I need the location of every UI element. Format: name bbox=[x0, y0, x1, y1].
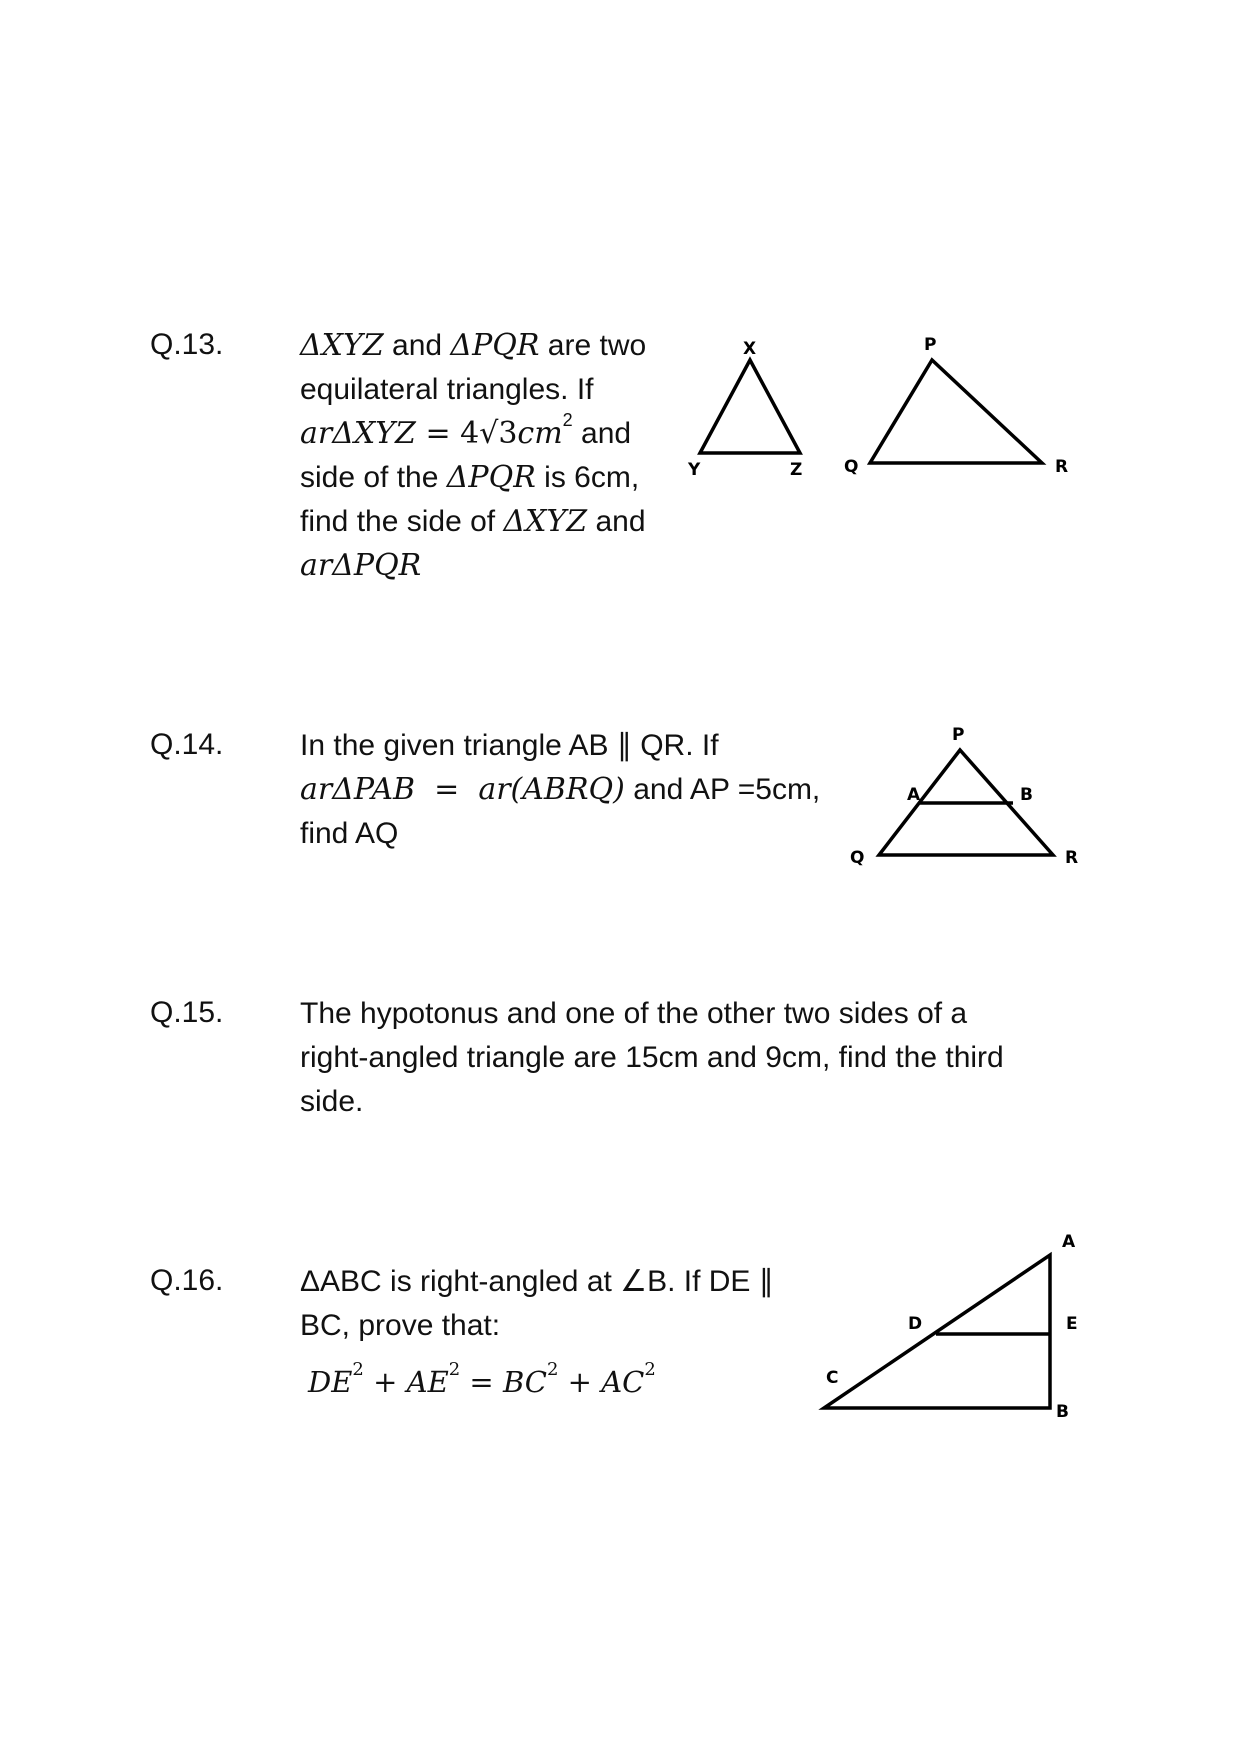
label-a-q14: A bbox=[907, 785, 921, 805]
q14-line-1: In the given triangle AB ∥ QR. If bbox=[300, 729, 719, 762]
q13-line-1-rest: are two bbox=[539, 329, 647, 362]
q13-line-5-a: find the side of bbox=[300, 505, 504, 538]
q13-line-1 bbox=[300, 324, 646, 368]
triangle-xyz: ΔXYZ bbox=[300, 328, 384, 363]
label-p: P bbox=[924, 335, 937, 355]
area-value: = 4√3 bbox=[415, 416, 518, 451]
q14-line-2 bbox=[300, 768, 820, 812]
q14-figure bbox=[840, 720, 1100, 870]
q13-line-3 bbox=[300, 412, 646, 456]
label-b-q14: B bbox=[1020, 785, 1033, 805]
q14-line-2-rest: and AP =5cm, bbox=[624, 773, 821, 806]
label-q: Q bbox=[844, 457, 859, 477]
label-d-q16: D bbox=[908, 1314, 923, 1334]
q14-line-3: find AQ bbox=[300, 817, 399, 850]
triangle-pqr: ΔPQR bbox=[450, 328, 540, 363]
label-z: Z bbox=[790, 460, 803, 480]
eq-de: DE bbox=[308, 1365, 353, 1399]
question-13-text bbox=[300, 324, 646, 588]
q13-line-2: equilateral triangles. If bbox=[300, 373, 594, 406]
q13-line-5-b: and bbox=[587, 505, 646, 538]
eq-equals: = bbox=[460, 1365, 503, 1399]
q16-equation bbox=[300, 1360, 774, 1404]
eq-de-exp: 2 bbox=[352, 1359, 364, 1381]
question-15-text bbox=[300, 992, 1004, 1124]
label-c-q16: C bbox=[826, 1368, 839, 1388]
label-x: X bbox=[743, 339, 757, 359]
q13-line-4-a: side of the bbox=[300, 461, 447, 494]
q16-line-2: BC, prove that: bbox=[300, 1309, 501, 1342]
triangle-xyz-shape bbox=[700, 360, 800, 453]
q15-line-2: right-angled triangle are 15cm and 9cm, find the third bbox=[300, 1041, 1004, 1074]
q13-line-3-and: and bbox=[572, 417, 632, 450]
q13-line-4 bbox=[300, 456, 646, 500]
q16-line-1: ΔABC is right-angled at ∠B. If DE ∥ bbox=[300, 1265, 774, 1298]
triangle-pqr-ref: ΔPQR bbox=[446, 460, 536, 495]
triangle-pqr-shape bbox=[870, 360, 1042, 463]
label-r: R bbox=[1055, 457, 1069, 477]
area-unit: cm bbox=[517, 416, 563, 451]
q14-equals: = bbox=[415, 772, 479, 807]
triangle-abc-shape bbox=[824, 1255, 1050, 1408]
eq-ac-exp: 2 bbox=[644, 1359, 656, 1381]
question-15-number: Q.15. bbox=[150, 996, 224, 1029]
q15-line-1: The hypotonus and one of the other two sides of a bbox=[300, 997, 968, 1030]
label-a-q16: A bbox=[1062, 1232, 1076, 1252]
eq-bc-exp: 2 bbox=[547, 1359, 559, 1381]
area-xyz: arΔXYZ bbox=[300, 416, 416, 451]
q13-line-5 bbox=[300, 500, 646, 544]
label-q-q14: Q bbox=[850, 848, 865, 868]
q16-figure bbox=[810, 1225, 1100, 1425]
triangle-xyz-ref: ΔXYZ bbox=[503, 504, 588, 539]
area-pab: arΔPAB bbox=[300, 772, 416, 807]
q13-and: and bbox=[383, 329, 451, 362]
label-y: Y bbox=[688, 460, 701, 480]
eq-bc: BC bbox=[502, 1365, 547, 1399]
eq-plus-2: + bbox=[558, 1365, 602, 1399]
question-13-number: Q.13. bbox=[150, 328, 224, 361]
question-14-text bbox=[300, 724, 820, 856]
label-e-q16: E bbox=[1066, 1314, 1078, 1334]
question-16-number: Q.16. bbox=[150, 1264, 224, 1297]
eq-ae: AE bbox=[406, 1365, 449, 1399]
area-abrq: ar(ABRQ) bbox=[478, 772, 625, 807]
q13-figure bbox=[680, 330, 1100, 490]
label-b-q16: B bbox=[1056, 1402, 1069, 1422]
q13-line-6: arΔPQR bbox=[300, 548, 422, 583]
label-p-q14: P bbox=[952, 725, 965, 745]
label-r-q14: R bbox=[1065, 848, 1079, 868]
question-14-number: Q.14. bbox=[150, 728, 224, 761]
question-16-text bbox=[300, 1260, 774, 1404]
eq-plus-1: + bbox=[363, 1365, 407, 1399]
eq-ac: AC bbox=[601, 1365, 645, 1399]
area-unit-exponent: 2 bbox=[562, 410, 573, 430]
q13-line-4-b: is 6cm, bbox=[535, 461, 640, 494]
eq-ae-exp: 2 bbox=[448, 1359, 461, 1381]
q15-line-3: side. bbox=[300, 1085, 364, 1118]
